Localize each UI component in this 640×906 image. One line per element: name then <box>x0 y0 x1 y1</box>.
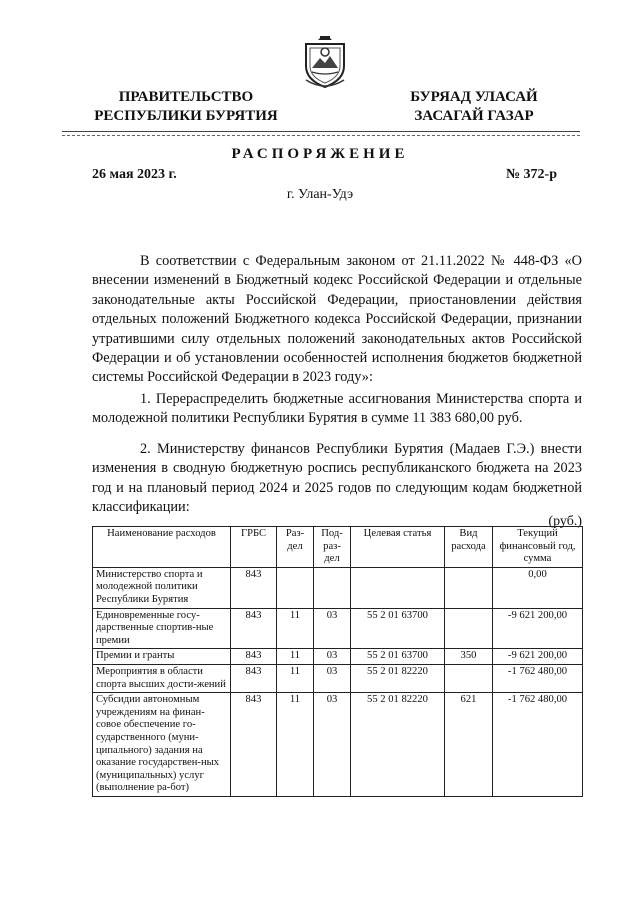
cell-sum: -9 621 200,00 <box>493 608 583 649</box>
paragraph-preamble <box>92 252 582 388</box>
header-right-line1: БУРЯАД УЛАСАЙ <box>410 89 538 105</box>
paragraph-item-1 <box>92 390 582 429</box>
table-row <box>93 664 583 692</box>
cell-razdel: 11 <box>277 693 314 797</box>
paragraph-preamble-text: В соответствии с Федеральным законом от 21.11.2022 № 448-ФЗ «О внесении изменений в Бюджетный кодекс Российской Федерации и отдельные законодательные акты Российской Федерации, приостановлении действия отдельных положений Бюджетного кодекса Российской Федерации, признании утратившими силу отдельных положений законодательных актов Российской Федерации и об установлении особенностей исполнения бюджетов бюджетной системы Российской Федерации в 2023 году»: <box>92 253 582 386</box>
document-city: г. Улан-Удэ <box>286 187 354 202</box>
cell-target <box>351 567 445 608</box>
cell-podrazdel: 03 <box>314 693 351 797</box>
header-razdel: Раз-дел <box>277 527 314 568</box>
cell-vid <box>445 567 493 608</box>
cell-sum: 0,00 <box>493 567 583 608</box>
cell-sum: -1 762 480,00 <box>493 693 583 797</box>
cell-razdel: 11 <box>277 608 314 649</box>
cell-grbs: 843 <box>231 567 277 608</box>
cell-target: 55 2 01 82220 <box>351 664 445 692</box>
cell-podrazdel: 03 <box>314 608 351 649</box>
cell-name: Министерство спорта и молодежной политики Республики Бурятия <box>93 567 231 608</box>
header-right <box>393 88 555 126</box>
cell-grbs: 843 <box>231 664 277 692</box>
table-row <box>93 608 583 649</box>
header-grbs: ГРБС <box>231 527 277 568</box>
table-row <box>93 649 583 665</box>
cell-target: 55 2 01 82220 <box>351 693 445 797</box>
cell-podrazdel: 03 <box>314 649 351 665</box>
cell-razdel: 11 <box>277 664 314 692</box>
cell-vid: 621 <box>445 693 493 797</box>
header-divider-dashed <box>62 135 580 136</box>
paragraph-item-1-text: 1. Перераспределить бюджетные ассигнования Министерства спорта и молодежной политики Республики Бурятия в сумме 11 383 680,00 руб. <box>92 391 582 427</box>
header-sum: Текущий финансовый год, сумма <box>493 527 583 568</box>
cell-name: Премии и гранты <box>93 649 231 665</box>
header-vid: Вид расхода <box>445 527 493 568</box>
cell-grbs: 843 <box>231 649 277 665</box>
cell-name: Единовременные госу-дарственные спортив-ные премии <box>93 608 231 649</box>
header-left <box>80 88 292 126</box>
cell-podrazdel <box>314 567 351 608</box>
cell-podrazdel: 03 <box>314 664 351 692</box>
cell-name: Мероприятия в области спорта высших дости-жений <box>93 664 231 692</box>
header-left-line2: РЕСПУБЛИКИ БУРЯТИЯ <box>94 108 278 124</box>
table-header-row <box>93 527 583 568</box>
document-date: 26 мая 2023 г. <box>92 167 177 182</box>
cell-sum: -9 621 200,00 <box>493 649 583 665</box>
header-name: Наименование расходов <box>93 527 231 568</box>
cell-razdel <box>277 567 314 608</box>
cell-vid <box>445 664 493 692</box>
cell-name: Субсидии автономным учреждениям на финан-совое обеспечение го-сударственного (муни-ципального) задания на оказание государствен-ных (муниципальных) услуг (выполнение ра-бот) <box>93 693 231 797</box>
cell-vid <box>445 608 493 649</box>
header-divider <box>62 131 580 132</box>
header-right-line2: ЗАСАГАЙ ГАЗАР <box>414 108 534 124</box>
cell-target: 55 2 01 63700 <box>351 649 445 665</box>
budget-table <box>92 526 583 797</box>
coat-of-arms-icon <box>300 30 350 90</box>
document-title: РАСПОРЯЖЕНИЕ <box>231 146 409 162</box>
header-target: Целевая статья <box>351 527 445 568</box>
paragraph-item-2-text: 2. Министерству финансов Республики Бурятия (Мадаев Г.Э.) внести изменения в сводную бюджетную роспись республиканского бюджета на 2023 год и на плановый период 2024 и 2025 годов по следующим кодам бюджетной классификации: <box>92 441 582 516</box>
table-unit: (руб.) <box>548 514 582 529</box>
table-row <box>93 693 583 797</box>
paragraph-item-2 <box>92 440 582 518</box>
cell-grbs: 843 <box>231 608 277 649</box>
cell-vid: 350 <box>445 649 493 665</box>
cell-target: 55 2 01 63700 <box>351 608 445 649</box>
cell-grbs: 843 <box>231 693 277 797</box>
header-left-line1: ПРАВИТЕЛЬСТВО <box>118 89 254 105</box>
cell-sum: -1 762 480,00 <box>493 664 583 692</box>
table-row <box>93 567 583 608</box>
header-podrazdel: Под-раз-дел <box>314 527 351 568</box>
cell-razdel: 11 <box>277 649 314 665</box>
document-number: № 372-р <box>505 167 557 182</box>
